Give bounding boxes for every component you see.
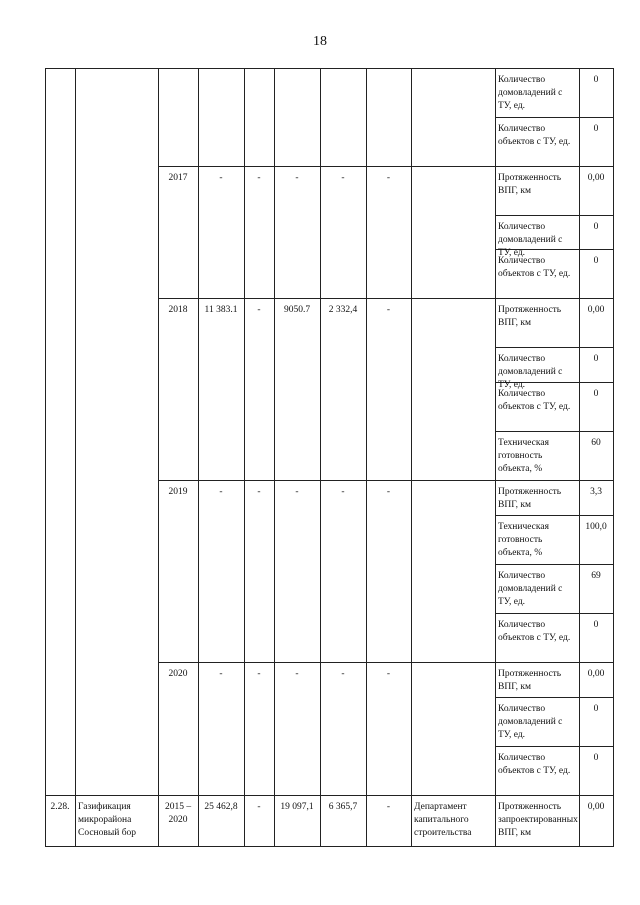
value-cell: - [341,669,345,679]
value-cell: 19 097,1 [280,802,314,812]
indicator-value: 0 [593,75,599,85]
value-cell: - [386,173,391,183]
indicator-value: 0,00 [587,173,605,183]
indicator-value: 100,0 [585,522,607,532]
column-border [411,68,412,847]
item-border [45,795,613,796]
indicator-value: 0 [593,124,599,134]
value-cell: - [386,669,391,679]
indicator-label: Количество объектов с ТУ, ед. [498,256,571,279]
value-cell: 9050.7 [283,305,311,315]
page-number: 18 [313,34,327,49]
year-cell: 2019 [168,487,188,497]
value-cell: 6 365,7 [328,802,358,812]
indicator-value: 0,00 [587,305,605,315]
value-cell: - [295,173,299,183]
indicator-label: Количество объектов с ТУ, ед. [498,389,571,412]
table-top-border [45,68,613,69]
item-name: Газификация микрорайона Сосновый бор [78,802,137,838]
indicator-label: Количество домовладений с ТУ, ед. [498,222,563,258]
value-cell: - [295,487,299,497]
value-cell: - [341,173,345,183]
value-cell: - [386,305,391,315]
indicator-label: Количество объектов с ТУ, ед. [498,753,571,776]
indicator-label: Количество объектов с ТУ, ед. [498,620,571,643]
indicator-label: Количество домовладений с ТУ, ед. [498,571,563,607]
value-cell: - [341,487,345,497]
indicator-label: Протяженность ВПГ, км [498,173,562,196]
item-executor: Департамент капитального строительства [414,802,472,838]
indicator-label: Количество домовладений с ТУ, ед. [498,75,563,111]
indicator-value: 0 [593,389,599,399]
section-border [158,298,613,299]
indicator-row-border [495,697,613,698]
year-cell: 2017 [168,173,188,183]
value-cell: - [386,487,391,497]
indicator-label: Количество домовладений с ТУ, ед. [498,704,563,740]
indicator-value: 0 [593,222,599,232]
value-cell: - [257,173,261,183]
year-cell: 2018 [168,305,188,315]
value-cell: - [257,802,261,812]
value-cell: 11 383.1 [204,305,238,315]
value-cell: - [386,802,391,812]
value-cell: 2 332,4 [328,305,358,315]
column-border [45,68,46,847]
item-number: 2.28. [50,802,70,812]
indicator-value: 60 [591,438,601,448]
section-border [158,662,613,663]
indicator-row-border [495,117,613,118]
column-border [613,68,614,847]
value-cell: - [295,669,299,679]
section-border [158,166,613,167]
program-table [45,68,613,846]
item-period: 2015 – 2020 [164,802,192,825]
indicator-label: Протяженность ВПГ, км [498,669,562,692]
indicator-row-border [495,564,613,565]
indicator-row-border [495,347,613,348]
indicator-value: 0 [593,753,599,763]
indicator-value: 0,00 [587,802,605,812]
indicator-label: Количество домовладений с ТУ, ед. [498,354,563,390]
indicator-label: Протяженность ВПГ, км [498,305,562,328]
indicator-label: Протяженность ВПГ, км [498,487,562,510]
section-border [158,480,613,481]
value-cell: - [257,305,261,315]
value-cell: - [219,669,223,679]
indicator-value: 0 [593,256,599,266]
indicator-label: Техническая готовность объекта, % [498,438,549,474]
indicator-row-border [495,431,613,432]
indicator-row-border [495,215,613,216]
value-cell: - [257,669,261,679]
value-cell: - [219,173,223,183]
year-cell: 2020 [168,669,188,679]
indicator-value: 69 [591,571,601,581]
column-border [495,68,496,847]
indicator-value: 0 [593,354,599,364]
value-cell: - [219,487,223,497]
indicator-value: 3,3 [590,487,602,497]
indicator-value: 0 [593,704,599,714]
value-cell: - [257,487,261,497]
indicator-row-border [495,613,613,614]
indicator-label: Протяженность запроектированных ВПГ, км [498,802,578,838]
indicator-value: 0 [593,620,599,630]
indicator-label: Количество объектов с ТУ, ед. [498,124,571,147]
table-bottom-border [45,846,613,847]
column-border [75,68,76,847]
indicator-label: Техническая готовность объекта, % [498,522,549,558]
value-cell: 25 462,8 [204,802,238,812]
indicator-row-border [495,746,613,747]
indicator-value: 0,00 [587,669,605,679]
indicator-row-border [495,515,613,516]
